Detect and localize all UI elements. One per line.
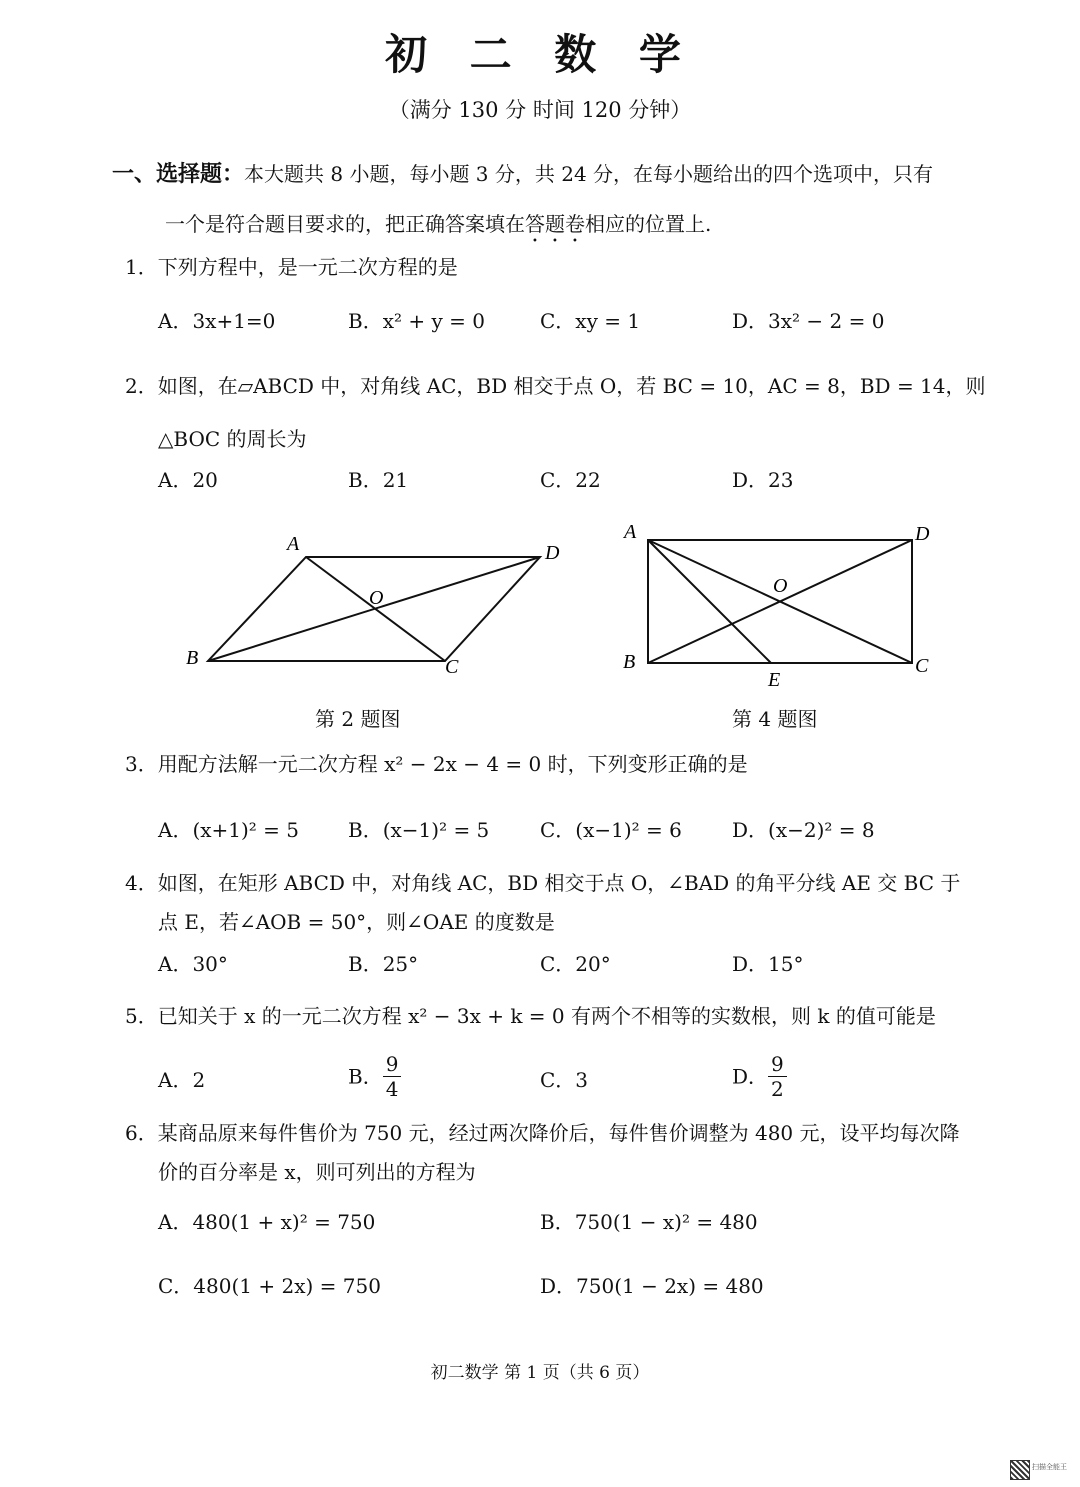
question-2-stem-line2: △BOC 的周长为 xyxy=(158,427,307,451)
intro-text-a: 一个是符合题目要求的，把正确答案填在 xyxy=(165,212,525,236)
page-footer: 初二数学 第 1 页（共 6 页） xyxy=(430,1363,650,1383)
q5-option-a: A．2 xyxy=(158,1068,206,1092)
q5-option-b xyxy=(348,1052,401,1101)
q6-option-b: B．750(1 − x)² = 480 xyxy=(540,1210,758,1234)
question-6-stem-line1: 6．某商品原来每件售价为 750 元，经过两次降价后，每件售价调整为 480 元，设平均每次降 xyxy=(125,1121,960,1145)
label-d: D xyxy=(915,523,930,545)
label-o: O xyxy=(773,575,788,597)
q6-option-d: D．750(1 − 2x) = 480 xyxy=(540,1274,764,1298)
q2-option-b: B．21 xyxy=(348,468,409,492)
label-b: B xyxy=(186,647,199,669)
question-4-stem-line2: 点 E，若∠AOB = 50°，则∠OAE 的度数是 xyxy=(158,910,555,934)
q1-option-d: D．3x² − 2 = 0 xyxy=(732,309,885,333)
label-c: C xyxy=(445,656,459,678)
label-c: C xyxy=(915,655,929,677)
intro-text-c: 相应的位置上. xyxy=(585,212,712,236)
q4-option-c: C．20° xyxy=(540,952,611,976)
figure-4-caption: 第 4 题图 xyxy=(732,707,818,731)
section-intro-line1: 本大题共 8 小题，每小题 3 分，共 24 分，在每小题给出的四个选项中，只有 xyxy=(244,162,934,186)
fraction-9-2 xyxy=(768,1052,787,1101)
question-2-stem-line1: 2．如图，在▱ABCD 中，对角线 AC，BD 相交于点 O，若 BC = 10，AC = 8，BD = 14，则 xyxy=(125,374,986,398)
q5-option-d xyxy=(732,1052,787,1101)
fraction-numerator: 9 xyxy=(383,1052,402,1077)
label-a: A xyxy=(624,521,637,543)
q2-option-d: D．23 xyxy=(732,468,794,492)
q6-option-c: C．480(1 + 2x) = 750 xyxy=(158,1274,381,1298)
label-b: B xyxy=(623,651,636,673)
page-subtitle: （满分 130 分 时间 120 分钟） xyxy=(388,98,692,122)
q3-option-b: B．(x−1)² = 5 xyxy=(348,818,490,842)
fraction-denominator: 4 xyxy=(385,1077,399,1101)
q2-option-a: A．20 xyxy=(158,468,218,492)
label-a: A xyxy=(287,533,300,555)
q3-option-a: A．(x+1)² = 5 xyxy=(158,818,300,842)
qr-code-icon xyxy=(1010,1460,1030,1480)
scanner-badge: 扫描全能王 xyxy=(1032,1463,1067,1471)
q3-option-c: C．(x−1)² = 6 xyxy=(540,818,682,842)
q5-option-b-letter: B． xyxy=(348,1064,383,1089)
fraction-9-4 xyxy=(383,1052,402,1101)
question-3-stem: 3．用配方法解一元二次方程 x² − 2x − 4 = 0 时，下列变形正确的是 xyxy=(125,752,748,776)
question-6-stem-line2: 价的百分率是 x，则可列出的方程为 xyxy=(158,1160,476,1184)
fraction-numerator: 9 xyxy=(768,1052,787,1077)
fraction-denominator: 2 xyxy=(771,1077,784,1101)
question-1-stem: 1．下列方程中，是一元二次方程的是 xyxy=(125,255,458,279)
section-heading: 一、选择题： xyxy=(112,161,245,187)
label-o: O xyxy=(369,587,384,609)
figure-2-parallelogram xyxy=(175,525,585,690)
q2-option-c: C．22 xyxy=(540,468,601,492)
section-intro xyxy=(112,160,933,188)
label-e: E xyxy=(768,669,781,691)
q1-option-a: A．3x+1=0 xyxy=(158,309,276,333)
figure-4-rectangle xyxy=(615,518,945,693)
q5-option-d-letter: D． xyxy=(732,1064,769,1089)
q1-option-c: C．xy = 1 xyxy=(540,309,641,333)
q4-option-a: A．30° xyxy=(158,952,228,976)
q1-option-b: B．x² + y = 0 xyxy=(348,309,485,333)
q6-option-a: A．480(1 + x)² = 750 xyxy=(158,1210,376,1234)
question-5-stem: 5．已知关于 x 的一元二次方程 x² − 3x + k = 0 有两个不相等的实数根，则 k 的值可能是 xyxy=(125,1004,936,1028)
figure-2-caption: 第 2 题图 xyxy=(315,707,401,731)
q4-option-b: B．25° xyxy=(348,952,419,976)
page-title: 初 二 数 学 xyxy=(385,30,695,79)
section-intro-line2 xyxy=(165,210,711,247)
q4-option-d: D．15° xyxy=(732,952,804,976)
bisector-ae xyxy=(648,540,771,663)
q5-option-c: C．3 xyxy=(540,1068,589,1092)
q3-option-d: D．(x−2)² = 8 xyxy=(732,818,875,842)
intro-emphasis: 答题卷 xyxy=(525,212,585,236)
label-d: D xyxy=(545,542,560,564)
question-4-stem-line1: 4．如图，在矩形 ABCD 中，对角线 AC，BD 相交于点 O，∠BAD 的角平分线 AE 交 BC 于 xyxy=(125,871,961,895)
